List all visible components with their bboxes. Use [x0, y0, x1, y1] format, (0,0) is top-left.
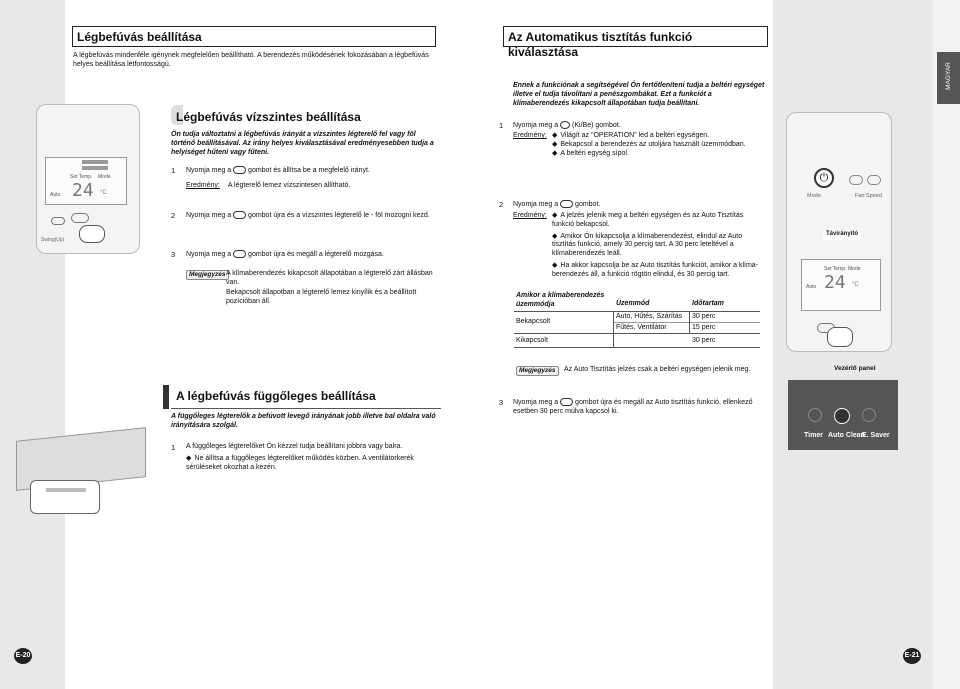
autoclean-label: Auto Clean	[828, 432, 865, 439]
vertical-bullet: ◆ Ne állítsa a függőleges légterelőket működés közben. A ventilátorkerék sérüléseket okozhat a kezén.	[186, 455, 414, 471]
result-label: Eredmény:	[513, 132, 547, 139]
set-temp-label: Set Temp.	[824, 266, 847, 272]
step-1-text: Nyomja meg a gombot és állítsa be a megfelelő irányt.	[186, 166, 370, 174]
note-text-2: Bekapcsolt állapotban a légterelő lemez kinyílik és a beállított pozícióban áll.	[226, 289, 417, 305]
result-label: Eredmény:	[186, 182, 220, 189]
bullet-diamond-icon: ◆	[552, 140, 558, 148]
note-badge: Megjegyzés	[186, 270, 226, 280]
temp-readout: 24	[824, 272, 846, 293]
page-title-left: Légbefúvás beállítása	[72, 26, 436, 47]
bullet-diamond-icon: ◆	[186, 455, 192, 462]
table-cell: Bekapcsolt	[516, 318, 551, 325]
table-cell: 15 perc	[692, 324, 716, 331]
horizontal-lead: Ön tudja változtatni a légbefúvás irányát a vízszintes légterelő fel vagy föl történő beállításával. Az irány helyes kiválasztásával eredményesebben tudja a helyiséget hűteni vagy fűteni.	[171, 131, 434, 156]
note-badge: Megjegyzés	[516, 366, 559, 376]
step-2-results: ◆ A jelzés jelenik meg a beltéri egységen és az Auto Tisztítás funkció bekapcsol. ◆ Amikor Ön kikapcsolja a klímaberendezést, elindul az Auto tisztítás funkció, amely 30 percig tart. A 30 perc leteltével a klímaberendezés leáll. ◆ Ha akkor kapcsolja be az Auto tisztítás funkciót, amikor a klíma-berendezés áll, a funkció rögtön elindul, és 30 percig tart.	[552, 212, 759, 278]
step-1-result: Eredmény: A légterelő lemez vízszintesen állítható.	[186, 182, 351, 189]
result-label: Eredmény:	[513, 212, 547, 219]
mode-label: Mode	[848, 266, 861, 272]
swing-button[interactable]	[71, 213, 89, 223]
mode-label: Mode	[807, 193, 821, 199]
step-number: 1	[499, 121, 504, 130]
vane-icon	[46, 488, 86, 492]
vertical-section-title: A légbefúvás függőleges beállítása	[176, 389, 376, 403]
bullet-diamond-icon: ◆	[552, 212, 558, 219]
pointing-hand-icon	[79, 225, 105, 243]
page-title-right: Az Automatikus tisztítás funkció kiválasztása	[503, 26, 768, 47]
esaver-button[interactable]	[862, 408, 876, 422]
remote-label: Távirányító	[823, 230, 861, 240]
autoclean-button-icon	[560, 200, 573, 208]
step-number: 3	[499, 398, 504, 407]
note-text-1: A klímaberendezés kikapcsolt állapotában a légterelő zárt állásban van.	[226, 270, 433, 286]
bullet-diamond-icon: ◆	[552, 132, 558, 139]
timer-button[interactable]	[808, 408, 822, 422]
autoclean-lead: Ennek a funkciónak a segítségével Ön fertőtleníteni tudja a beltéri egységet illetve el tudja távolítani a penészgombákat. Ezt a funkciót a klímaberendezés kikapcsolt állapotában tudja beállítani.	[513, 82, 765, 107]
fan-speed-button[interactable]	[867, 175, 881, 185]
page-number-left: E-20	[14, 648, 32, 664]
step-2-text: Nyomja meg a gombot újra és a vízszintes légterelő le - föl mozogni kezd.	[186, 211, 430, 219]
autoclean-step-3: Nyomja meg a gombot újra és megáll az Auto tisztítás funkció, ellenkező esetben 30 perc múlva kapcsol ki.	[513, 398, 753, 415]
fan-bars-icon	[82, 160, 108, 164]
fan-speed-label: Fan Speed	[855, 193, 882, 199]
language-tab	[937, 52, 960, 104]
table-cell: 30 perc	[692, 313, 716, 320]
table-header-duration: Időtartam	[692, 300, 724, 307]
auto-label: Auto	[806, 284, 817, 290]
esaver-label: E. Saver	[862, 432, 890, 439]
indoor-unit-illustration	[16, 434, 146, 524]
remote-control-illustration	[36, 104, 140, 254]
bullet-diamond-icon: ◆	[552, 149, 558, 157]
remote-lcd	[801, 259, 881, 311]
swing-button-icon	[233, 166, 246, 174]
table-cell: 30 perc	[692, 337, 716, 344]
autoclean-step-2: Nyomja meg a gombot.	[513, 200, 601, 208]
horizontal-section-title: Légbefúvás vízszintes beállítása	[176, 110, 361, 124]
table-header-state: Amikor a klímaberendezés üzemmódja	[516, 292, 605, 308]
auto-label: Auto	[50, 192, 61, 198]
table-header-mode: Üzemmód	[616, 300, 650, 307]
timer-label: Timer	[804, 432, 823, 439]
section-marker	[163, 385, 169, 409]
step-number: 2	[499, 200, 504, 209]
table-cell: Auto, Hűtés, Szárítás	[616, 313, 683, 320]
vertical-step-1: A függőleges légterelőket Ön kézzel tudja beállítani jobbra vagy balra.	[186, 443, 403, 450]
bullet-diamond-icon: ◆	[552, 261, 558, 269]
step-1-results: ◆ Világít az "OPERATION" led a beltéri egységen. ◆ Bekapcsol a berendezés az utoljára használt üzemmódban. ◆ A beltéri egység sípol.	[552, 132, 746, 157]
language-tab-label: MAGYAR	[944, 62, 952, 90]
swing-button-icon	[233, 211, 246, 219]
bullet-diamond-icon: ◆	[552, 232, 558, 240]
step-number: 2	[171, 211, 176, 220]
remote-lcd	[45, 157, 127, 205]
vertical-lead: A függőleges légterelők a befúvott levegő irányának jobb illetve bal oldalra való irányítására szolgál.	[171, 413, 436, 429]
power-button-icon	[560, 121, 570, 129]
power-icon[interactable]: ⏻	[814, 168, 834, 188]
temp-unit: °C	[852, 282, 859, 288]
autoclean-panel-button[interactable]	[834, 408, 850, 424]
step-3-text: Nyomja meg a gombot újra és megáll a légterelő mozgása.	[186, 250, 384, 258]
step-number: 1	[171, 443, 176, 452]
swing-button-icon	[233, 250, 246, 258]
autoclean-step-1: Nyomja meg a (Ki/Be) gombot.	[513, 121, 621, 129]
note-text: Az Auto Tisztítás jelzés csak a beltéri egységen jelenik meg.	[564, 366, 751, 373]
intro-text: A légbefúvás mindenféle igénynek megfelelően beállítható. A berendezés működésének fokozásában a légbefúvás helyes beállítása létfontosságú.	[73, 52, 429, 68]
step-number: 1	[171, 166, 176, 175]
autoclean-button-icon	[560, 398, 573, 406]
mode-label: Mode	[98, 174, 111, 180]
table-cell: Kikapcsolt	[516, 337, 548, 344]
pointing-hand-icon	[827, 327, 853, 347]
control-panel-label: Vezérlő panel	[834, 365, 876, 372]
temp-readout: 24	[72, 180, 94, 201]
control-panel-illustration	[788, 380, 898, 450]
hand-icon	[30, 480, 100, 514]
table-cell: Fűtés, Ventilátor	[616, 324, 667, 331]
page-number-right: E-21	[903, 648, 921, 664]
mode-button[interactable]	[51, 217, 65, 225]
set-temp-label: Set Temp.	[70, 174, 93, 180]
temp-unit: °C	[100, 190, 107, 196]
step-number: 3	[171, 250, 176, 259]
swing-label: Swing(Up)	[41, 237, 65, 243]
mode-button[interactable]	[849, 175, 863, 185]
